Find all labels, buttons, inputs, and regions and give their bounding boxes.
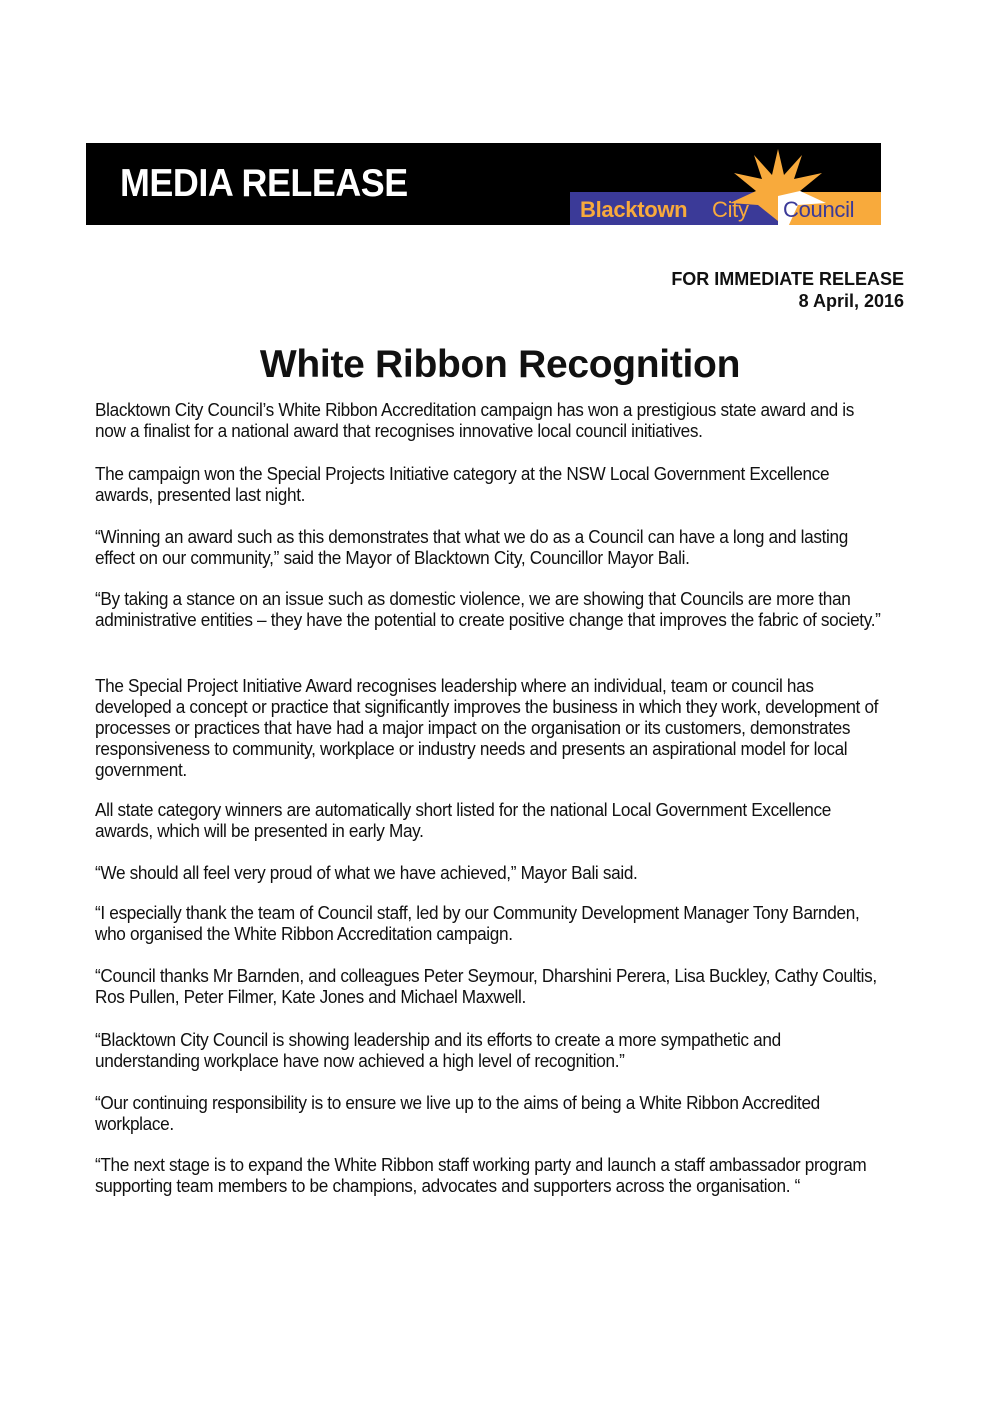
paragraph: “Council thanks Mr Barnden, and colleagues Peter Seymour, Dharshini Perera, Lisa Buckley, Cathy Coultis, Ros Pullen, Peter Filmer, Kate Jones and Michael Maxwell. xyxy=(95,966,877,1007)
paragraph: The campaign won the Special Projects Initiative category at the NSW Local Government Excellence awards, presented last night. xyxy=(95,464,830,505)
paragraph: The Special Project Initiative Award recognises leadership where an individual, team or council has developed a concept or practice that significantly improves the business in which they work, development of processes or practices that have had a major impact on the organisation or its customers, demonstrates responsiveness to community, workplace or industry needs and presents an aspirational model for local government. xyxy=(95,676,879,780)
page-title: White Ribbon Recognition xyxy=(259,343,741,386)
paragraph: “We should all feel very proud of what we have achieved,” Mayor Bali said. xyxy=(95,863,638,883)
paragraph: “The next stage is to expand the White Ribbon staff working party and launch a staff ambassador program supporting team members to be champions, advocates and supporters across the organisation. “ xyxy=(95,1155,867,1196)
release-date: 8 April, 2016 xyxy=(798,291,904,311)
logo-text-blacktown: Blacktown xyxy=(580,197,688,222)
paragraph: “Our continuing responsibility is to ensure we live up to the aims of being a White Ribbon Accredited workplace. xyxy=(95,1093,820,1134)
logo-text-council: Council xyxy=(783,197,855,222)
release-label: FOR IMMEDIATE RELEASE xyxy=(671,269,904,289)
banner-title: MEDIA RELEASE xyxy=(120,162,408,205)
release-meta xyxy=(671,268,904,312)
logo-text-city: City xyxy=(712,197,749,222)
paragraph: Blacktown City Council’s White Ribbon Accreditation campaign has won a prestigious state award and is now a finalist for a national award that recognises innovative local council initiatives. xyxy=(95,400,854,441)
paragraph: “Blacktown City Council is showing leadership and its efforts to create a more sympathetic and understanding workplace have now achieved a high level of recognition.” xyxy=(95,1030,781,1071)
paragraph: “I especially thank the team of Council staff, led by our Community Development Manager Tony Barnden, who organised the White Ribbon Accreditation campaign. xyxy=(95,903,860,944)
paragraph: All state category winners are automatically short listed for the national Local Government Excellence awards, which will be presented in early May. xyxy=(95,800,832,841)
paragraph: “By taking a stance on an issue such as domestic violence, we are showing that Councils are more than administrative entities – they have the potential to create positive change that improves the fabric of society.” xyxy=(95,589,881,630)
media-release-banner xyxy=(86,143,881,225)
blacktown-city-council-logo xyxy=(570,147,881,225)
paragraph: “Winning an award such as this demonstrates that what we do as a Council can have a long and lasting effect on our community,” said the Mayor of Blacktown City, Councillor Mayor Bali. xyxy=(95,527,849,568)
